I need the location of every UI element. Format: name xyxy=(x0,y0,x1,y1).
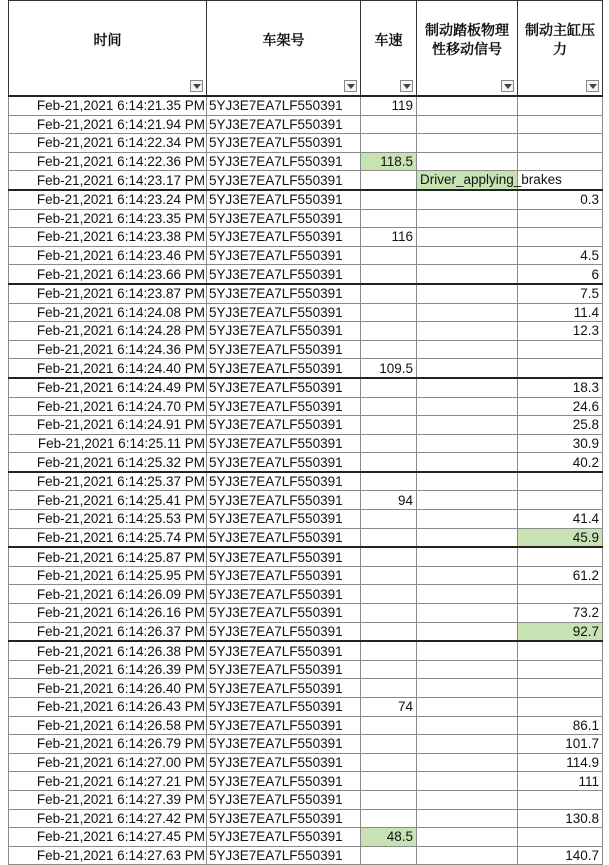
master-pressure-cell[interactable] xyxy=(518,491,603,510)
speed-cell[interactable] xyxy=(361,753,417,772)
brake-signal-cell[interactable] xyxy=(417,303,518,322)
master-pressure-cell[interactable] xyxy=(518,660,603,679)
time-cell[interactable]: Feb-21,2021 6:14:26.37 PM xyxy=(9,622,207,641)
brake-signal-cell[interactable] xyxy=(417,228,518,247)
master-pressure-cell[interactable] xyxy=(518,228,603,247)
time-cell[interactable]: Feb-21,2021 6:14:26.43 PM xyxy=(9,698,207,717)
table-row xyxy=(9,209,603,228)
speed-cell[interactable] xyxy=(361,416,417,435)
time-cell[interactable]: Feb-21,2021 6:14:25.95 PM xyxy=(9,566,207,585)
speed-cell[interactable] xyxy=(361,472,417,491)
speed-cell[interactable] xyxy=(361,134,417,153)
speed-cell[interactable] xyxy=(361,510,417,529)
table-row xyxy=(9,528,603,547)
brake-signal-cell[interactable] xyxy=(417,284,518,303)
table-row xyxy=(9,641,603,660)
table-row xyxy=(9,809,603,828)
vin-cell[interactable]: 5YJ3E7EA7LF550391 xyxy=(207,547,361,566)
header-time xyxy=(9,1,207,97)
brake-signal-cell[interactable] xyxy=(417,846,518,865)
speed-cell[interactable] xyxy=(361,434,417,453)
master-pressure-cell[interactable] xyxy=(518,359,603,378)
brake-signal-cell[interactable] xyxy=(417,265,518,284)
speed-cell[interactable] xyxy=(361,115,417,134)
time-cell[interactable]: Feb-21,2021 6:14:27.63 PM xyxy=(9,846,207,865)
master-pressure-cell[interactable]: 12.3 xyxy=(518,322,603,341)
speed-cell[interactable] xyxy=(361,303,417,322)
time-cell[interactable]: Feb-21,2021 6:14:24.91 PM xyxy=(9,416,207,435)
master-pressure-cell[interactable]: 140.7 xyxy=(518,846,603,865)
brake-signal-cell[interactable] xyxy=(417,622,518,641)
master-pressure-cell[interactable]: 45.9 xyxy=(518,528,603,547)
table-row xyxy=(9,585,603,604)
speed-cell[interactable] xyxy=(361,246,417,265)
table-row xyxy=(9,378,603,397)
master-pressure-cell[interactable]: 130.8 xyxy=(518,809,603,828)
speed-cell[interactable] xyxy=(361,453,417,472)
vin-cell[interactable]: 5YJ3E7EA7LF550391 xyxy=(207,190,361,209)
master-pressure-cell[interactable]: 92.7 xyxy=(518,622,603,641)
time-cell[interactable]: Feb-21,2021 6:14:26.79 PM xyxy=(9,735,207,754)
vin-cell[interactable]: 5YJ3E7EA7LF550391 xyxy=(207,303,361,322)
brake-signal-cell[interactable] xyxy=(417,340,518,359)
brake-signal-cell[interactable] xyxy=(417,679,518,698)
vin-cell[interactable]: 5YJ3E7EA7LF550391 xyxy=(207,152,361,171)
speed-cell[interactable] xyxy=(361,772,417,791)
vin-cell[interactable]: 5YJ3E7EA7LF550391 xyxy=(207,679,361,698)
table-row xyxy=(9,491,603,510)
time-cell[interactable]: Feb-21,2021 6:14:23.87 PM xyxy=(9,284,207,303)
speed-cell[interactable]: 118.5 xyxy=(361,152,417,171)
speed-cell[interactable]: 74 xyxy=(361,698,417,717)
brake-signal-cell[interactable] xyxy=(417,359,518,378)
time-cell[interactable]: Feb-21,2021 6:14:24.08 PM xyxy=(9,303,207,322)
brake-signal-cell[interactable] xyxy=(417,809,518,828)
brake-signal-cell[interactable] xyxy=(417,566,518,585)
speed-cell[interactable] xyxy=(361,190,417,209)
vin-cell[interactable]: 5YJ3E7EA7LF550391 xyxy=(207,209,361,228)
vin-cell[interactable]: 5YJ3E7EA7LF550391 xyxy=(207,453,361,472)
speed-cell[interactable] xyxy=(361,340,417,359)
filter-dropdown-icon[interactable] xyxy=(190,80,203,92)
master-pressure-cell[interactable]: 101.7 xyxy=(518,735,603,754)
speed-cell[interactable] xyxy=(361,846,417,865)
speed-cell[interactable] xyxy=(361,735,417,754)
table-row xyxy=(9,171,603,190)
master-pressure-cell[interactable]: 61.2 xyxy=(518,566,603,585)
time-cell[interactable]: Feb-21,2021 6:14:23.46 PM xyxy=(9,246,207,265)
table-row xyxy=(9,828,603,847)
speed-cell[interactable] xyxy=(361,265,417,284)
brake-signal-cell[interactable] xyxy=(417,134,518,153)
brake-signal-cell[interactable] xyxy=(417,510,518,529)
table-row xyxy=(9,622,603,641)
header-vin xyxy=(207,1,361,97)
master-pressure-cell[interactable] xyxy=(518,209,603,228)
brake-signal-cell[interactable] xyxy=(417,434,518,453)
brake-signal-cell[interactable] xyxy=(417,547,518,566)
table-row xyxy=(9,510,603,529)
table-row xyxy=(9,566,603,585)
vin-cell[interactable]: 5YJ3E7EA7LF550391 xyxy=(207,491,361,510)
header-speed xyxy=(361,1,417,97)
brake-signal-cell[interactable] xyxy=(417,716,518,735)
master-pressure-cell[interactable]: 40.2 xyxy=(518,453,603,472)
master-pressure-cell[interactable]: 111 xyxy=(518,772,603,791)
table-row xyxy=(9,246,603,265)
master-pressure-cell[interactable] xyxy=(518,698,603,717)
master-pressure-cell[interactable] xyxy=(518,547,603,566)
brake-signal-cell[interactable] xyxy=(417,378,518,397)
speed-cell[interactable] xyxy=(361,809,417,828)
table-row xyxy=(9,772,603,791)
brake-signal-cell[interactable] xyxy=(417,772,518,791)
time-cell[interactable]: Feb-21,2021 6:14:22.36 PM xyxy=(9,152,207,171)
time-cell[interactable]: Feb-21,2021 6:14:23.35 PM xyxy=(9,209,207,228)
master-pressure-cell[interactable]: 25.8 xyxy=(518,416,603,435)
master-pressure-cell[interactable]: 11.4 xyxy=(518,303,603,322)
master-pressure-cell[interactable]: 0.3 xyxy=(518,190,603,209)
vin-cell[interactable]: 5YJ3E7EA7LF550391 xyxy=(207,434,361,453)
master-pressure-cell[interactable]: 24.6 xyxy=(518,397,603,416)
master-pressure-cell[interactable] xyxy=(518,472,603,491)
brake-signal-cell[interactable] xyxy=(417,735,518,754)
table-row xyxy=(9,303,603,322)
brake-signal-cell[interactable] xyxy=(417,246,518,265)
vin-cell[interactable]: 5YJ3E7EA7LF550391 xyxy=(207,604,361,623)
time-cell[interactable]: Feb-21,2021 6:14:26.38 PM xyxy=(9,641,207,660)
speed-cell[interactable] xyxy=(361,397,417,416)
time-cell[interactable]: Feb-21,2021 6:14:23.38 PM xyxy=(9,228,207,247)
vin-cell[interactable]: 5YJ3E7EA7LF550391 xyxy=(207,359,361,378)
table-row xyxy=(9,96,603,115)
table-row xyxy=(9,716,603,735)
brake-signal-cell[interactable] xyxy=(417,585,518,604)
table-row xyxy=(9,265,603,284)
table-row xyxy=(9,453,603,472)
table-row xyxy=(9,322,603,341)
brake-signal-text: Driver_applying_brakes xyxy=(420,172,562,188)
vin-cell[interactable]: 5YJ3E7EA7LF550391 xyxy=(207,397,361,416)
master-pressure-cell[interactable]: 6 xyxy=(518,265,603,284)
time-cell[interactable]: Feb-21,2021 6:14:24.28 PM xyxy=(9,322,207,341)
speed-cell[interactable] xyxy=(361,528,417,547)
brake-signal-cell[interactable] xyxy=(417,96,518,115)
master-pressure-cell[interactable]: 18.3 xyxy=(518,378,603,397)
table-row xyxy=(9,134,603,153)
brake-signal-cell[interactable] xyxy=(417,416,518,435)
filter-dropdown-icon[interactable] xyxy=(400,80,413,92)
time-cell[interactable]: Feb-21,2021 6:14:27.42 PM xyxy=(9,809,207,828)
brake-signal-cell[interactable] xyxy=(417,472,518,491)
time-cell[interactable]: Feb-21,2021 6:14:24.70 PM xyxy=(9,397,207,416)
brake-signal-cell[interactable] xyxy=(417,397,518,416)
header-time-label: 时间 xyxy=(93,31,122,48)
vin-cell[interactable]: 5YJ3E7EA7LF550391 xyxy=(207,134,361,153)
table-row xyxy=(9,660,603,679)
brake-signal-cell[interactable] xyxy=(417,660,518,679)
time-cell[interactable]: Feb-21,2021 6:14:24.49 PM xyxy=(9,378,207,397)
table-row xyxy=(9,359,603,378)
time-cell[interactable]: Feb-21,2021 6:14:24.40 PM xyxy=(9,359,207,378)
master-pressure-cell[interactable]: 7.5 xyxy=(518,284,603,303)
table-row xyxy=(9,547,603,566)
vin-cell[interactable]: 5YJ3E7EA7LF550391 xyxy=(207,790,361,809)
vin-cell[interactable]: 5YJ3E7EA7LF550391 xyxy=(207,772,361,791)
filter-dropdown-icon[interactable] xyxy=(344,80,357,92)
master-pressure-cell[interactable] xyxy=(518,96,603,115)
speed-cell[interactable]: 119 xyxy=(361,96,417,115)
table-row xyxy=(9,472,603,491)
time-cell[interactable]: Feb-21,2021 6:14:26.09 PM xyxy=(9,585,207,604)
vin-cell[interactable]: 5YJ3E7EA7LF550391 xyxy=(207,96,361,115)
speed-cell[interactable]: 94 xyxy=(361,491,417,510)
brake-signal-cell[interactable] xyxy=(417,528,518,547)
vin-cell[interactable]: 5YJ3E7EA7LF550391 xyxy=(207,716,361,735)
speed-cell[interactable]: 48.5 xyxy=(361,828,417,847)
master-pressure-cell[interactable]: 114.9 xyxy=(518,753,603,772)
time-cell[interactable]: Feb-21,2021 6:14:25.37 PM xyxy=(9,472,207,491)
time-cell[interactable]: Feb-21,2021 6:14:21.94 PM xyxy=(9,115,207,134)
master-pressure-cell[interactable] xyxy=(518,585,603,604)
speed-cell[interactable] xyxy=(361,322,417,341)
master-pressure-cell[interactable] xyxy=(518,679,603,698)
vin-cell[interactable]: 5YJ3E7EA7LF550391 xyxy=(207,528,361,547)
time-cell[interactable]: Feb-21,2021 6:14:27.45 PM xyxy=(9,828,207,847)
speed-cell[interactable] xyxy=(361,716,417,735)
time-cell[interactable]: Feb-21,2021 6:14:27.00 PM xyxy=(9,753,207,772)
time-cell[interactable]: Feb-21,2021 6:14:24.36 PM xyxy=(9,340,207,359)
vin-cell[interactable]: 5YJ3E7EA7LF550391 xyxy=(207,660,361,679)
brake-signal-cell[interactable] xyxy=(417,152,518,171)
speed-cell[interactable] xyxy=(361,378,417,397)
time-cell[interactable]: Feb-21,2021 6:14:25.87 PM xyxy=(9,547,207,566)
header-brake-signal-label: 制动踏板物理性移动信号 xyxy=(425,22,509,57)
brake-signal-cell[interactable] xyxy=(417,322,518,341)
table-row xyxy=(9,604,603,623)
vin-cell[interactable]: 5YJ3E7EA7LF550391 xyxy=(207,322,361,341)
table-body xyxy=(9,96,603,865)
table-row xyxy=(9,753,603,772)
header-row xyxy=(9,1,603,97)
speed-cell[interactable] xyxy=(361,660,417,679)
vin-cell[interactable]: 5YJ3E7EA7LF550391 xyxy=(207,698,361,717)
time-cell[interactable]: Feb-21,2021 6:14:26.16 PM xyxy=(9,604,207,623)
table-row xyxy=(9,340,603,359)
master-pressure-cell[interactable] xyxy=(518,152,603,171)
master-pressure-cell[interactable] xyxy=(518,641,603,660)
time-cell[interactable]: Feb-21,2021 6:14:25.11 PM xyxy=(9,434,207,453)
brake-signal-cell[interactable] xyxy=(417,604,518,623)
vin-cell[interactable]: 5YJ3E7EA7LF550391 xyxy=(207,641,361,660)
time-cell[interactable]: Feb-21,2021 6:14:25.41 PM xyxy=(9,491,207,510)
time-cell[interactable]: Feb-21,2021 6:14:25.74 PM xyxy=(9,528,207,547)
vin-cell[interactable]: 5YJ3E7EA7LF550391 xyxy=(207,809,361,828)
brake-signal-cell[interactable] xyxy=(417,828,518,847)
master-pressure-cell[interactable] xyxy=(518,828,603,847)
vin-cell[interactable]: 5YJ3E7EA7LF550391 xyxy=(207,265,361,284)
speed-cell[interactable] xyxy=(361,604,417,623)
master-pressure-cell[interactable]: 41.4 xyxy=(518,510,603,529)
vin-cell[interactable]: 5YJ3E7EA7LF550391 xyxy=(207,171,361,190)
brake-signal-cell[interactable] xyxy=(417,190,518,209)
header-vin-label: 车架号 xyxy=(262,31,305,48)
master-pressure-cell[interactable] xyxy=(518,790,603,809)
brake-signal-cell[interactable] xyxy=(417,753,518,772)
speed-cell[interactable] xyxy=(361,171,417,190)
speed-cell[interactable] xyxy=(361,585,417,604)
table-row xyxy=(9,846,603,865)
vin-cell[interactable]: 5YJ3E7EA7LF550391 xyxy=(207,284,361,303)
master-pressure-cell[interactable] xyxy=(518,115,603,134)
time-cell[interactable]: Feb-21,2021 6:14:26.40 PM xyxy=(9,679,207,698)
time-cell[interactable]: Feb-21,2021 6:14:27.21 PM xyxy=(9,772,207,791)
vin-cell[interactable]: 5YJ3E7EA7LF550391 xyxy=(207,115,361,134)
vin-cell[interactable]: 5YJ3E7EA7LF550391 xyxy=(207,846,361,865)
vin-cell[interactable]: 5YJ3E7EA7LF550391 xyxy=(207,510,361,529)
vin-cell[interactable]: 5YJ3E7EA7LF550391 xyxy=(207,753,361,772)
master-pressure-cell[interactable]: 73.2 xyxy=(518,604,603,623)
vin-cell[interactable]: 5YJ3E7EA7LF550391 xyxy=(207,228,361,247)
time-cell[interactable]: Feb-21,2021 6:14:23.66 PM xyxy=(9,265,207,284)
brake-signal-cell[interactable] xyxy=(417,171,562,190)
table-row xyxy=(9,115,603,134)
header-brake-signal xyxy=(417,1,518,97)
vin-cell[interactable]: 5YJ3E7EA7LF550391 xyxy=(207,378,361,397)
vin-cell[interactable]: 5YJ3E7EA7LF550391 xyxy=(207,622,361,641)
table-row xyxy=(9,416,603,435)
header-master-pressure-label: 制动主缸压力 xyxy=(525,22,595,57)
time-cell[interactable]: Feb-21,2021 6:14:23.24 PM xyxy=(9,190,207,209)
speed-cell[interactable] xyxy=(361,209,417,228)
header-master-pressure xyxy=(518,1,603,97)
speed-cell[interactable] xyxy=(361,790,417,809)
table-row xyxy=(9,397,603,416)
table-row xyxy=(9,434,603,453)
time-cell[interactable]: Feb-21,2021 6:14:25.53 PM xyxy=(9,510,207,529)
brake-signal-cell[interactable] xyxy=(417,115,518,134)
table-row xyxy=(9,679,603,698)
table-row xyxy=(9,228,603,247)
time-cell[interactable]: Feb-21,2021 6:14:25.32 PM xyxy=(9,453,207,472)
master-pressure-cell[interactable] xyxy=(518,134,603,153)
speed-cell[interactable] xyxy=(361,641,417,660)
speed-cell[interactable] xyxy=(361,679,417,698)
time-cell[interactable]: Feb-21,2021 6:14:26.58 PM xyxy=(9,716,207,735)
vin-cell[interactable]: 5YJ3E7EA7LF550391 xyxy=(207,566,361,585)
filter-dropdown-icon[interactable] xyxy=(501,80,514,92)
vin-cell[interactable]: 5YJ3E7EA7LF550391 xyxy=(207,472,361,491)
speed-cell[interactable]: 109.5 xyxy=(361,359,417,378)
master-pressure-cell[interactable] xyxy=(518,340,603,359)
vin-cell[interactable]: 5YJ3E7EA7LF550391 xyxy=(207,416,361,435)
table-row xyxy=(9,284,603,303)
table-row xyxy=(9,735,603,754)
speed-cell[interactable] xyxy=(361,284,417,303)
filter-dropdown-icon[interactable] xyxy=(586,80,599,92)
brake-signal-cell[interactable] xyxy=(417,209,518,228)
vin-cell[interactable]: 5YJ3E7EA7LF550391 xyxy=(207,340,361,359)
vin-cell[interactable]: 5YJ3E7EA7LF550391 xyxy=(207,246,361,265)
vin-cell[interactable]: 5YJ3E7EA7LF550391 xyxy=(207,735,361,754)
speed-cell[interactable] xyxy=(361,566,417,585)
time-cell[interactable]: Feb-21,2021 6:14:21.35 PM xyxy=(9,96,207,115)
speed-cell[interactable]: 116 xyxy=(361,228,417,247)
data-table xyxy=(8,0,603,865)
brake-signal-cell[interactable] xyxy=(417,790,518,809)
time-cell[interactable]: Feb-21,2021 6:14:23.17 PM xyxy=(9,171,207,190)
vin-cell[interactable]: 5YJ3E7EA7LF550391 xyxy=(207,828,361,847)
brake-signal-cell[interactable] xyxy=(417,698,518,717)
vin-cell[interactable]: 5YJ3E7EA7LF550391 xyxy=(207,585,361,604)
spreadsheet xyxy=(8,0,602,864)
master-pressure-cell[interactable]: 86.1 xyxy=(518,716,603,735)
time-cell[interactable]: Feb-21,2021 6:14:22.34 PM xyxy=(9,134,207,153)
master-pressure-cell[interactable]: 30.9 xyxy=(518,434,603,453)
brake-signal-cell[interactable] xyxy=(417,641,518,660)
table-row xyxy=(9,152,603,171)
speed-cell[interactable] xyxy=(361,622,417,641)
master-pressure-cell[interactable]: 4.5 xyxy=(518,246,603,265)
table-row xyxy=(9,698,603,717)
speed-cell[interactable] xyxy=(361,547,417,566)
table-row xyxy=(9,190,603,209)
time-cell[interactable]: Feb-21,2021 6:14:27.39 PM xyxy=(9,790,207,809)
brake-signal-cell[interactable] xyxy=(417,453,518,472)
time-cell[interactable]: Feb-21,2021 6:14:26.39 PM xyxy=(9,660,207,679)
header-speed-label: 车速 xyxy=(374,31,403,48)
brake-signal-cell[interactable] xyxy=(417,491,518,510)
table-row xyxy=(9,790,603,809)
